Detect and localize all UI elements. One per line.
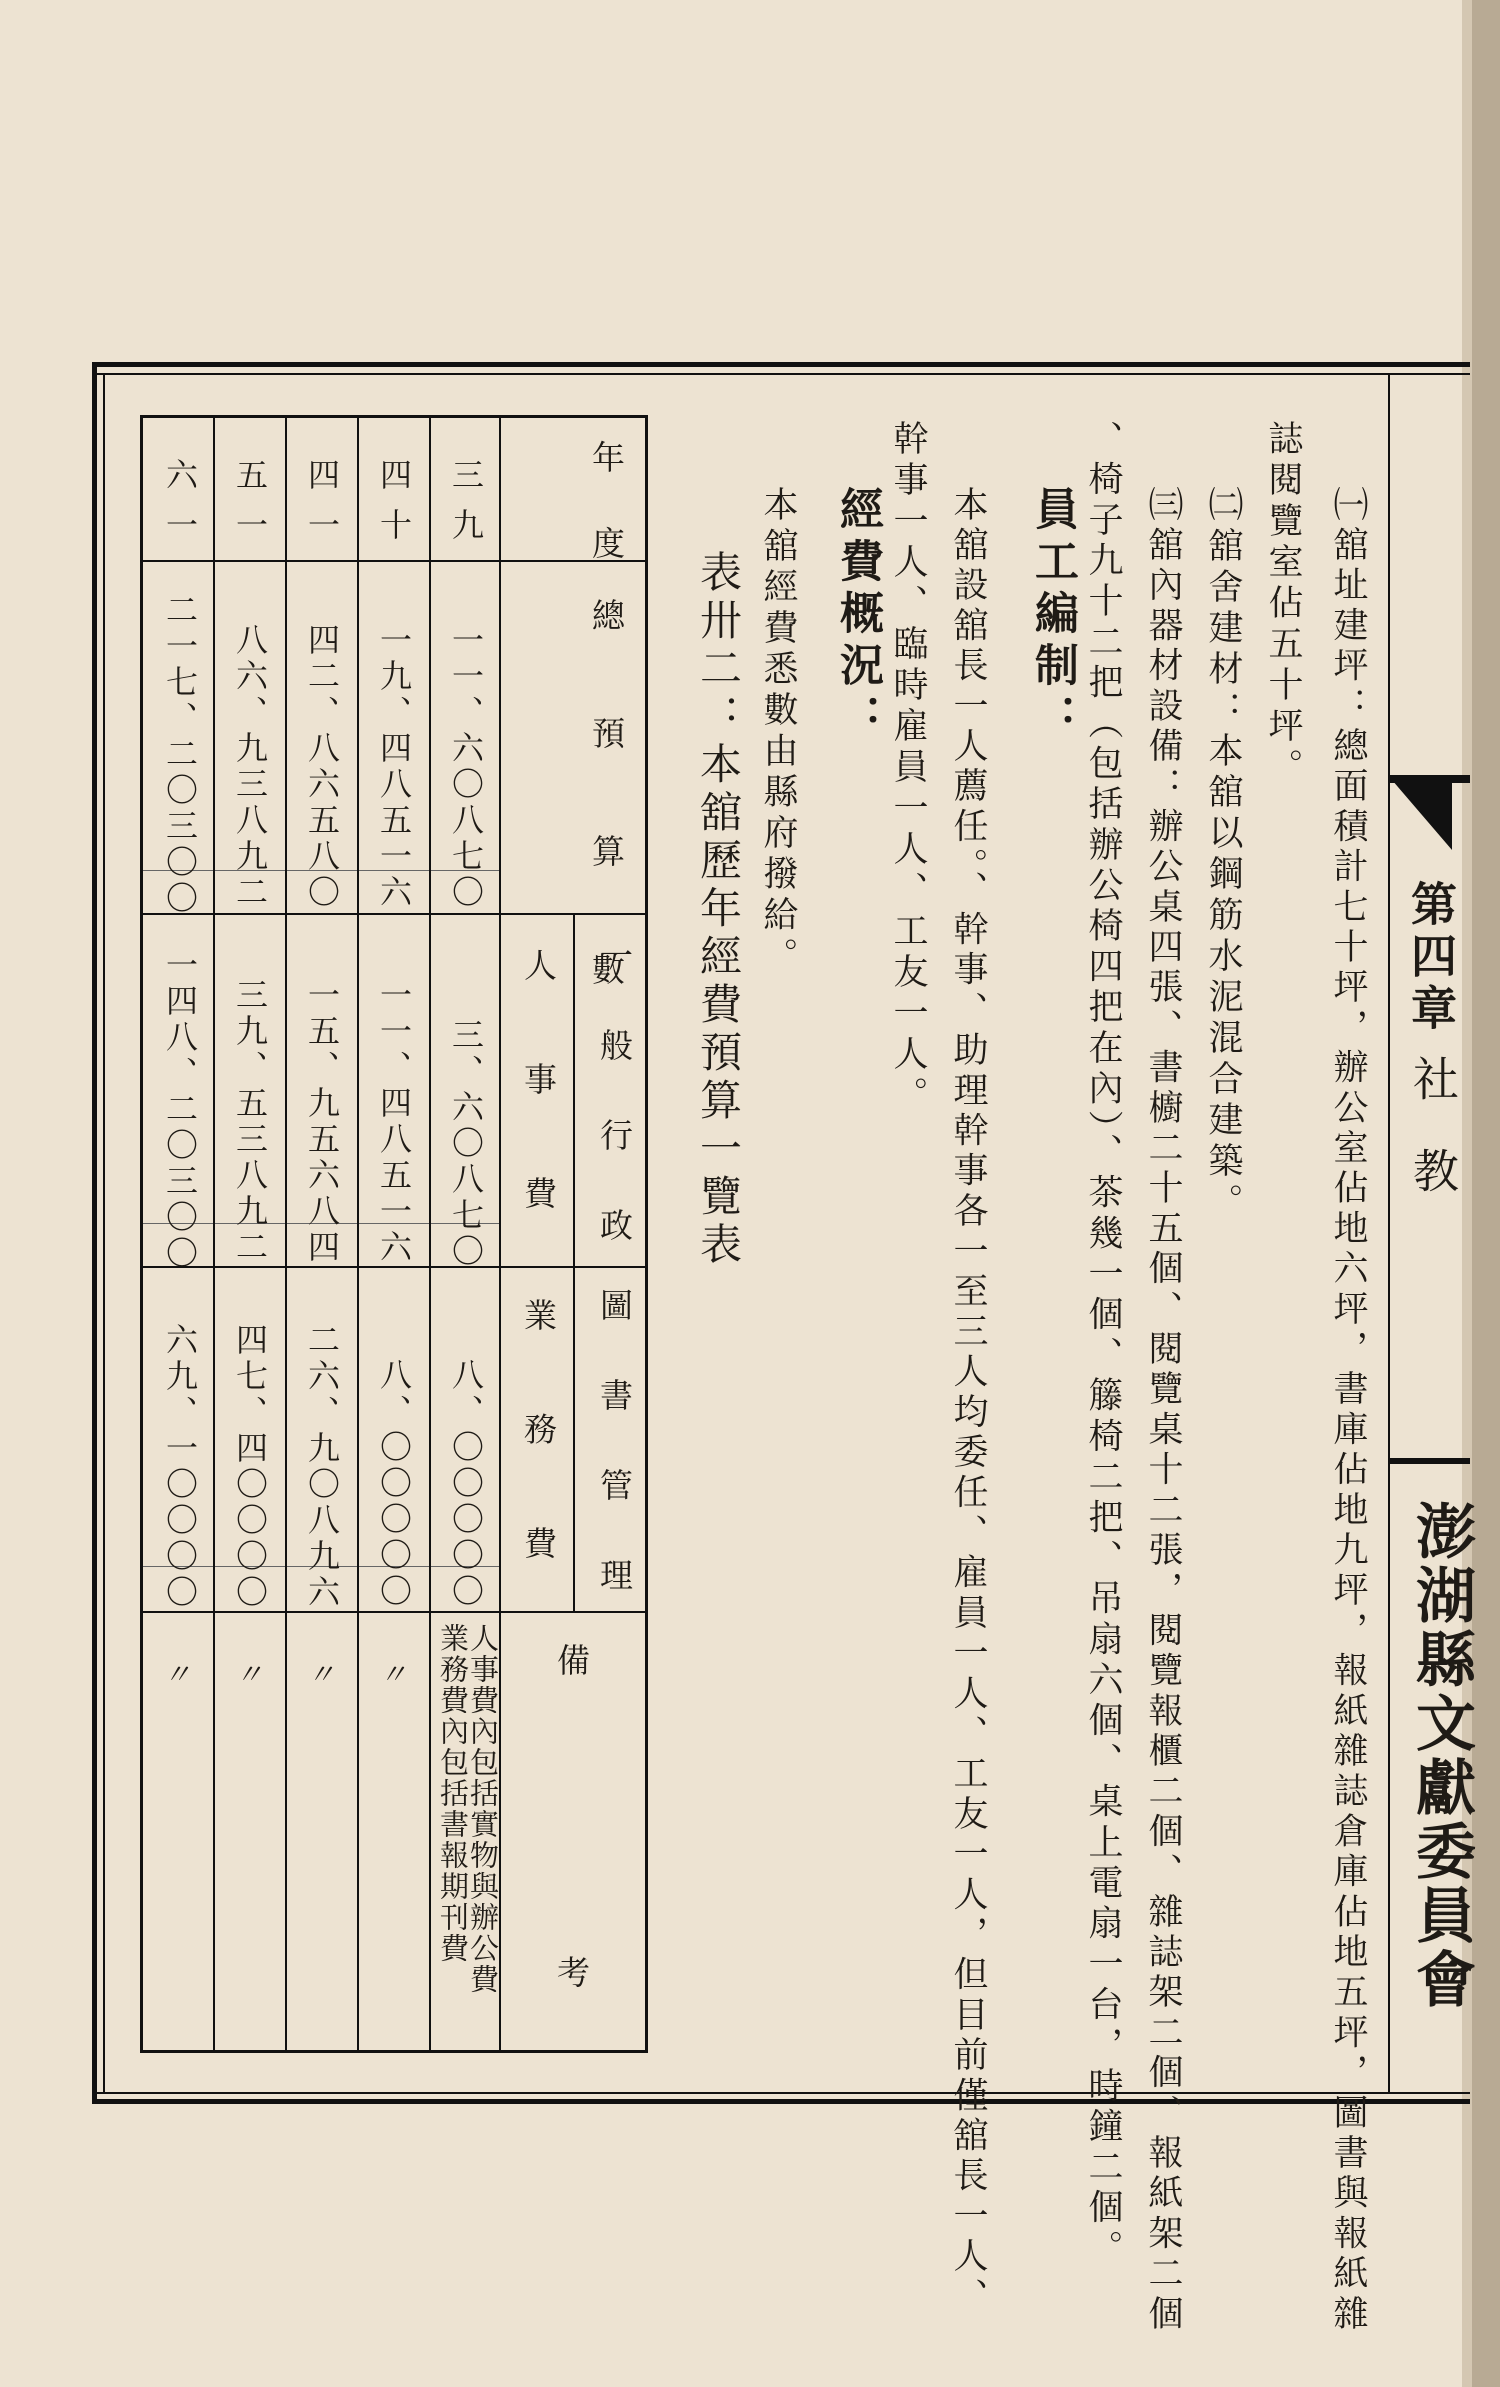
staff-heading: 員工編制： (1027, 486, 1078, 746)
budget-table (140, 415, 648, 2053)
row1-personnel: 三、六〇八七〇 (447, 1018, 485, 1270)
frame-top-rule-inner (92, 373, 1470, 375)
row5-personnel: 一四八、二〇三〇〇 (161, 948, 199, 1272)
section-title: 社 教 (1406, 1055, 1460, 1193)
table-vline-row2 (357, 418, 359, 2050)
row3-total: 四二、八六五八〇 (303, 623, 341, 911)
frame-bottom-rule-inner (92, 2092, 1470, 2094)
header-year: 年 度 (587, 440, 626, 569)
row5-total: 二一七、二〇三〇〇 (161, 593, 199, 917)
book-binding-strip (1472, 0, 1500, 2387)
row3-operations: 二六、九〇八九六 (303, 1323, 341, 1611)
funding-line: 本舘經費悉數由縣府撥給。 (758, 486, 798, 978)
table-hline-total (143, 913, 645, 915)
equipment-line-2: 、椅子九十二把（包括辦公椅四把在內）、茶幾一個、籐椅二把、吊扇六個、桌上電扇一台，時鐘二個。 (1083, 420, 1123, 2271)
staff-line-1: 本舘設舘長一人薦任。、幹事、助理幹事各一至三人均委任、雇員一人、工友一人，但目前僅舘長一人、 (948, 486, 988, 2318)
table-hline-operations (143, 1611, 645, 1613)
row5-remark: 〃 (163, 1658, 192, 1691)
funding-heading: 經費概況： (832, 486, 883, 746)
table-caption: 表卅二：本舘歷年經費預算一覽表 (694, 550, 743, 1270)
row1-remark-line-1: 人事費內包括實物與辦公費 (466, 1623, 500, 1995)
frame-top-rule (92, 362, 1470, 367)
row1-year: 三九 (447, 458, 485, 558)
row3-year: 四一 (303, 458, 341, 558)
row2-total: 一九、四八五一六 (375, 623, 413, 911)
organization-name: 澎湖縣文獻委員會 (1406, 1500, 1476, 2012)
header-operations: 業 務 費 (519, 1298, 558, 1583)
row3-personnel: 一五、九五六八四 (303, 978, 341, 1266)
row4-remark: 〃 (235, 1658, 264, 1691)
frame-left-rule-inner (103, 373, 105, 2094)
row4-personnel: 三九、五三八九二 (231, 978, 269, 1266)
row1-remark-line-2: 業務費內包括書報期刊費 (436, 1623, 470, 1964)
header-remarks: 備 考 (552, 1643, 591, 1994)
row4-operations: 四七、四〇〇〇〇 (231, 1323, 269, 1611)
chapter-marker-wedge (1392, 780, 1452, 850)
header-library-mgmt: 圖 書 管 理 (595, 1288, 634, 1603)
table-vline-row1 (429, 418, 431, 2050)
equipment-line-1: ㈢舘內器材設備：辦公桌四張、書櫥二十五個、閱覽桌十二張，閱覽報櫃二個、雜誌架二個、報紙架二個 (1143, 486, 1183, 2336)
row4-total: 八六、九三八九二 (231, 623, 269, 911)
org-marker-bar (1390, 1458, 1470, 1464)
row4-year: 五一 (231, 458, 269, 558)
header-total: 總 預 算 數 (587, 598, 626, 1011)
site-area-line-2: 誌閱覽室佔五十坪。 (1263, 420, 1303, 789)
table-vline-group (573, 913, 575, 1611)
row2-personnel: 一一、四八五一六 (375, 978, 413, 1266)
table-hline-year (143, 560, 645, 562)
row2-year: 四十 (375, 458, 413, 558)
binding-shadow (1462, 0, 1472, 2387)
header-general-admin: 一 般 行 政 (595, 938, 634, 1253)
frame-bottom-rule (92, 2099, 1470, 2104)
table-hline-personnel (143, 1266, 645, 1268)
margin-divider (1388, 375, 1390, 2092)
row1-total: 一一、六〇八七〇 (447, 623, 485, 911)
header-personnel: 人 事 費 (519, 948, 558, 1233)
staff-line-2: 幹事一人、臨時雇員一人、工友一人。 (888, 420, 928, 1117)
site-area-line-1: ㈠舘址建坪：總面積計七十坪，辦公室佔地六坪，書庫佔地九坪，報紙雜誌倉庫佔地五坪，圖書與報紙雜 (1328, 486, 1368, 2336)
row5-operations: 六九、一〇〇〇〇 (161, 1323, 199, 1611)
frame-left-rule (92, 362, 97, 2104)
row1-operations: 八、〇〇〇〇〇 (447, 1358, 485, 1610)
row5-year: 六一 (161, 458, 199, 558)
row2-remark: 〃 (379, 1658, 408, 1691)
row2-operations: 八、〇〇〇〇〇 (375, 1358, 413, 1610)
row3-remark: 〃 (307, 1658, 336, 1691)
table-vline-row4 (213, 418, 215, 2050)
table-vline-row3 (285, 418, 287, 2050)
chapter-title: 第四章 (1404, 880, 1458, 1036)
building-material-line: ㈡舘舍建材：本舘以鋼筋水泥混合建築。 (1203, 486, 1243, 1224)
